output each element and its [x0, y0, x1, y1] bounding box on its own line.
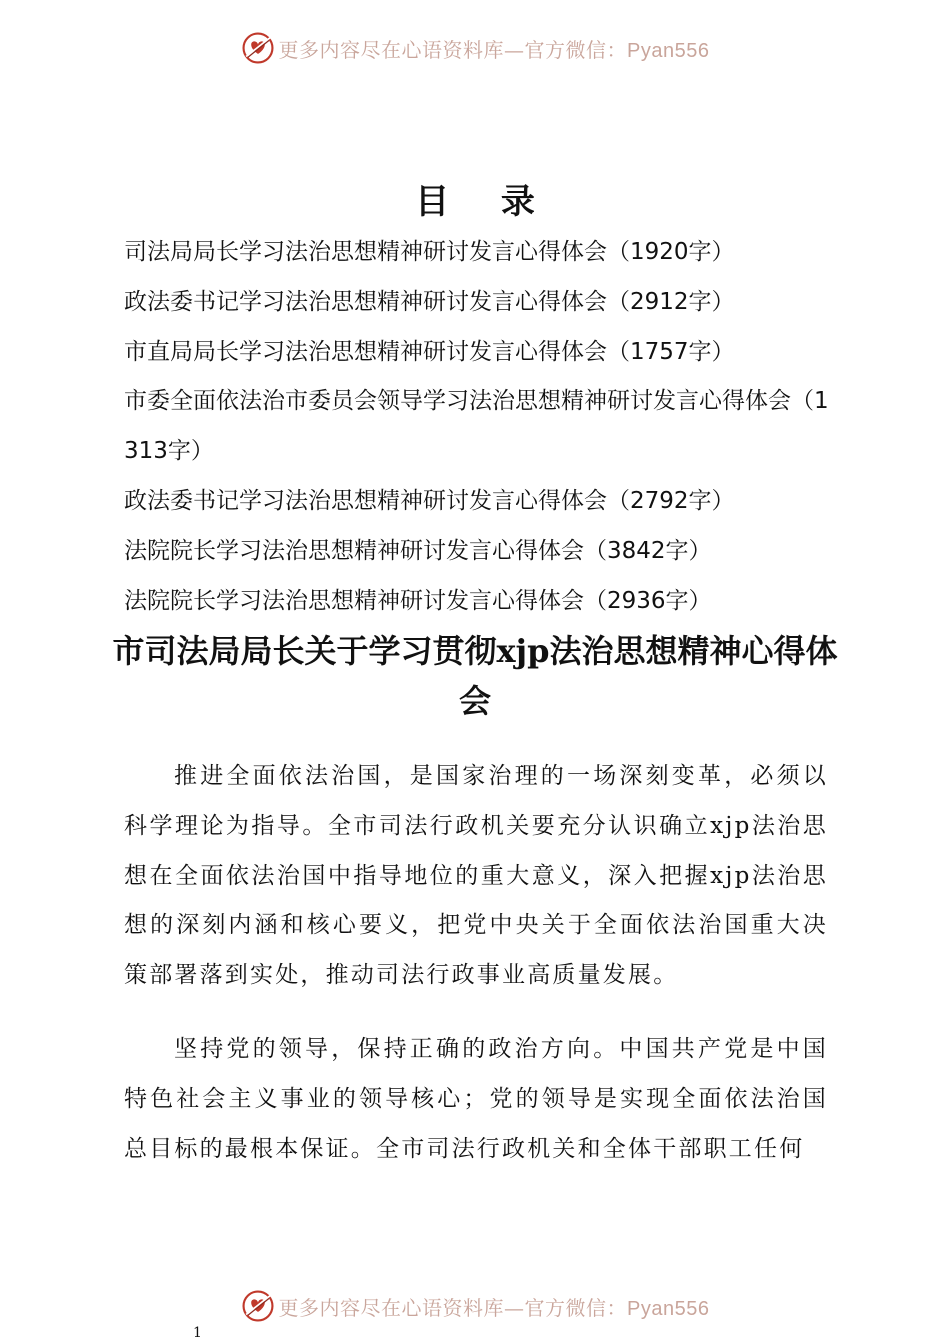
- toc-item: 市委全面依法治市委员会领导学习法治思想精神研讨发言心得体会（1313字）: [124, 388, 829, 465]
- toc-list: [124, 228, 834, 626]
- footer-watermark-banner: [0, 1286, 950, 1326]
- article-title: 市司法局局长关于学习贯彻xjp法治思想精神心得体会: [112, 632, 838, 720]
- toc-item: 法院院长学习法治思想精神研讨发言心得体会（3842字）: [124, 537, 712, 564]
- heart-logo-icon: [241, 1289, 275, 1323]
- toc-item: 司法局局长学习法治思想精神研讨发言心得体会（1920字）: [124, 239, 735, 265]
- header-watermark-banner: [0, 28, 950, 68]
- toc-item: 法院院长学习法治思想精神研讨发言心得体会（2936字）: [124, 587, 712, 614]
- heart-logo-icon: [241, 31, 275, 65]
- article-paragraph: 推进全面依法治国，是国家治理的一场深刻变革，必须以科学理论为指导。全市司法行政机关要充分认识确立xjp法治思想在全面依法治国中指导地位的重大意义，深入把握xjp法治思想的深刻内涵和核心要义，把党中央关于全面依法治国重大决策部署落到实处，推动司法行政事业高质量发展。: [124, 763, 828, 989]
- article-paragraph: 坚持党的领导，保持正确的政治方向。中国共产党是中国特色社会主义事业的领导核心；党的领导是实现全面依法治国总目标的最根本保证。全市司法行政机关和全体干部职工任何: [124, 1036, 828, 1162]
- wechat-id: Pyan556: [627, 39, 710, 62]
- wechat-id: Pyan556: [627, 1297, 710, 1320]
- page-number: 1: [193, 1325, 202, 1341]
- banner-text: 更多内容尽在心语资料库—官方微信：Pyan556: [278, 37, 710, 62]
- banner-text: 更多内容尽在心语资料库—官方微信：Pyan556: [278, 1295, 710, 1320]
- toc-item: 政法委书记学习法治思想精神研讨发言心得体会（2912字）: [124, 288, 735, 315]
- toc-item: 政法委书记学习法治思想精神研讨发言心得体会（2792字）: [124, 487, 735, 514]
- toc-title: 目 录: [415, 182, 555, 222]
- toc-item: 市直局局长学习法治思想精神研讨发言心得体会（1757字）: [124, 338, 735, 365]
